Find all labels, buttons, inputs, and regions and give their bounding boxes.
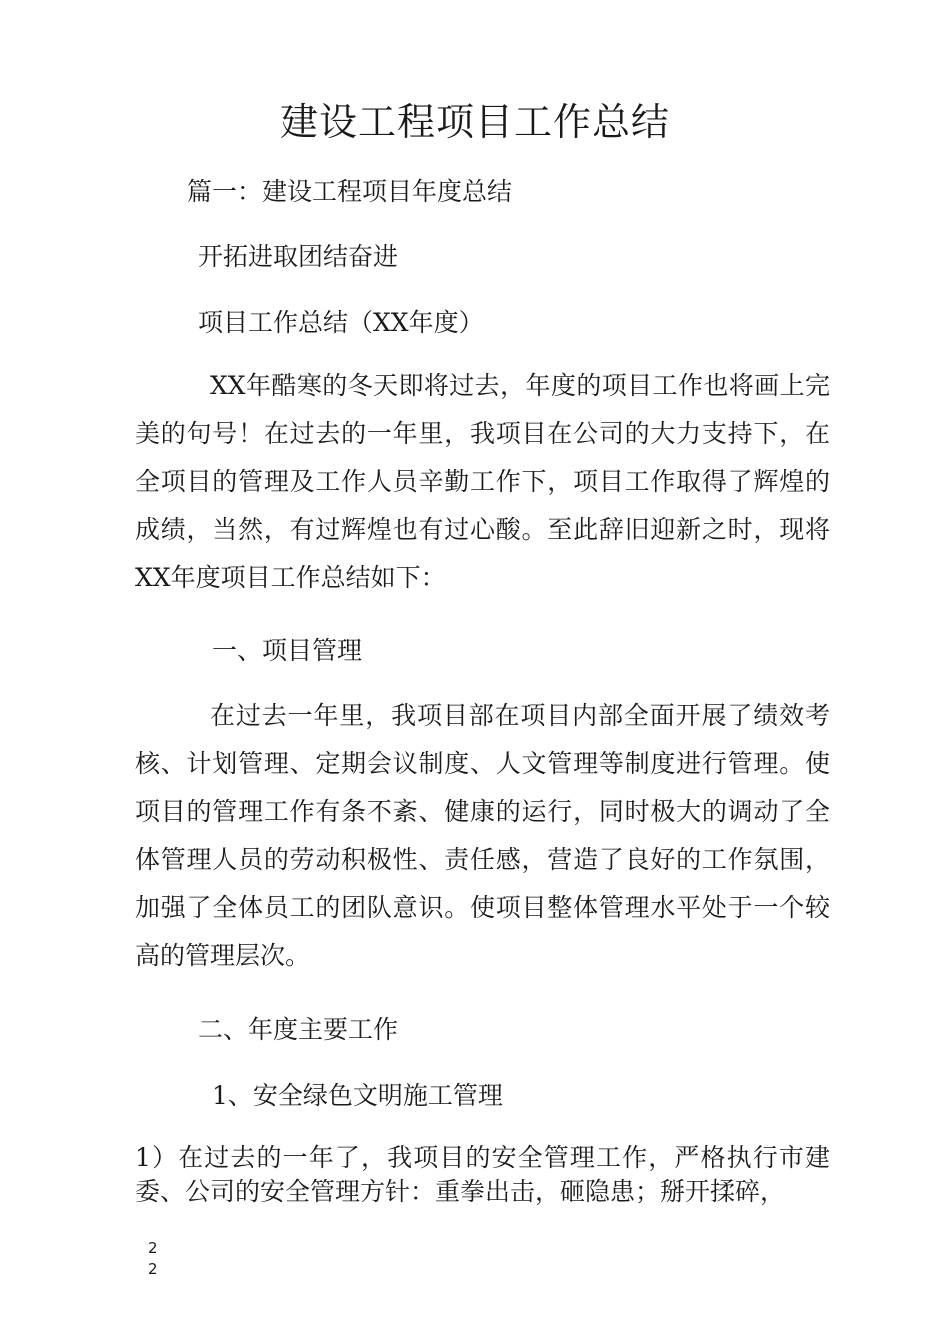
paragraph-line: 1）在过去的一年了，我项目的安全管理工作，严格执行市建 bbox=[135, 1143, 830, 1172]
heading-part-one: 篇一：建设工程项目年度总结 bbox=[187, 177, 513, 206]
paragraph-line: 高的管理层次。 bbox=[135, 941, 311, 970]
subsection-heading-safety: 1、安全绿色文明施工管理 bbox=[212, 1081, 503, 1110]
paragraph-line: 美的句号！在过去的一年里，我项目在公司的大力支持下，在 bbox=[135, 419, 830, 448]
paragraph-line: 成绩，当然，有过辉煌也有过心酸。至此辞旧迎新之时，现将 bbox=[135, 515, 830, 544]
paragraph-line: 项目的管理工作有条不紊、健康的运行，同时极大的调动了全 bbox=[135, 797, 830, 826]
paragraph-line: 核、计划管理、定期会议制度、人文管理等制度进行管理。使 bbox=[135, 749, 830, 778]
paragraph-line: 委、公司的安全管理方针：重拳出击，砸隐患；掰开揉碎， bbox=[135, 1177, 786, 1206]
paragraph-line: XX年度项目工作总结如下： bbox=[135, 563, 446, 592]
paragraph-line: XX年酷寒的冬天即将过去，年度的项目工作也将画上完 bbox=[210, 371, 830, 400]
paragraph-management bbox=[135, 692, 830, 980]
section-heading-project-management: 一、项目管理 bbox=[212, 636, 363, 665]
page-number: 2 bbox=[148, 1239, 158, 1257]
paragraph-intro bbox=[135, 362, 830, 602]
paragraph-line: 体管理人员的劳动积极性、责任感，营造了良好的工作氛围， bbox=[135, 845, 830, 874]
paragraph-line: 在过去一年里，我项目部在项目内部全面开展了绩效考 bbox=[210, 701, 830, 730]
heading-slogan: 开拓进取团结奋进 bbox=[198, 242, 399, 271]
section-heading-annual-work: 二、年度主要工作 bbox=[198, 1015, 399, 1044]
page-number: 2 bbox=[148, 1260, 158, 1278]
heading-summary-year: 项目工作总结（XX年度） bbox=[198, 308, 484, 337]
document-title: 建设工程项目工作总结 bbox=[279, 100, 670, 144]
paragraph-safety bbox=[135, 1141, 830, 1209]
paragraph-line: 全项目的管理及工作人员辛勤工作下，项目工作取得了辉煌的 bbox=[135, 467, 830, 496]
paragraph-line: 加强了全体员工的团队意识。使项目整体管理水平处于一个较 bbox=[135, 893, 830, 922]
